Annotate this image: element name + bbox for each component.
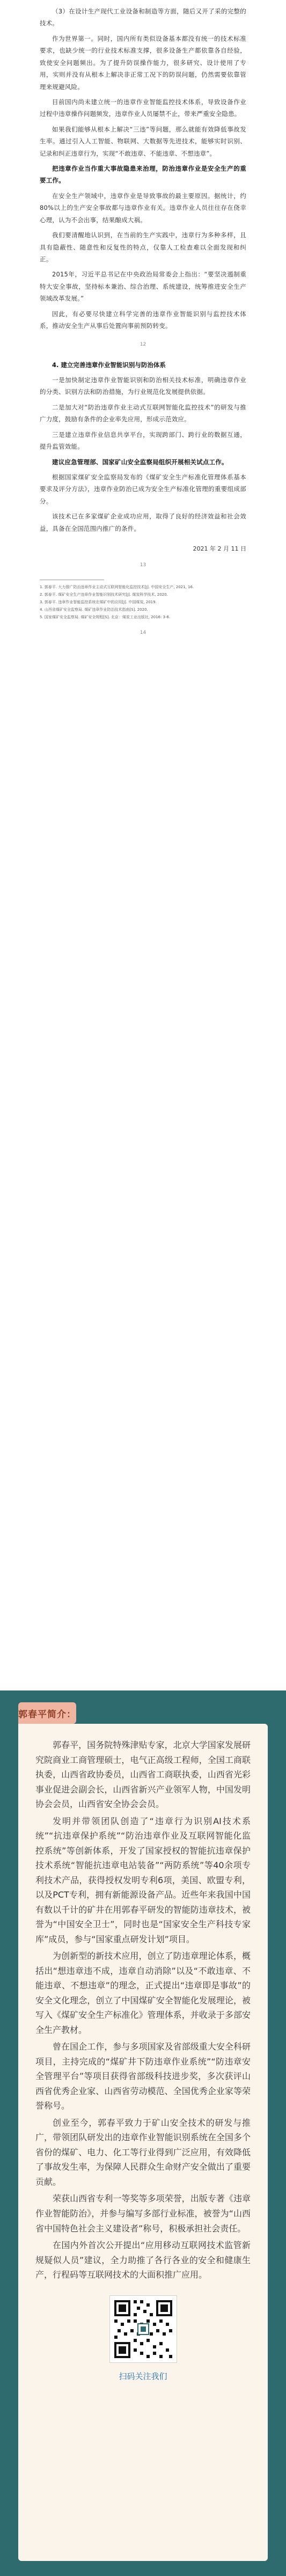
doc-paragraph: 2015年，习近平总书记在中央政治局常委会上指出：“要坚决遏制重特大安全事故，坚持标本兼治、综合治理、系统建设，统筹推进安全生产领域改革发展。” — [40, 270, 246, 303]
doc-heading: 4. 建立完善违章作业智能识别与防治体系 — [52, 361, 166, 369]
reference-item: 1. 郭春平. 大力推广防治违章作业主动式互联网智能化监控技术[J]. 中国安全生产, 2021, 16. — [40, 585, 194, 590]
bio-paragraph: 荣获山西省专利一等奖等多项荣誉，出版专著《违章作业智能防治》，并参与编写多部行业标准，被誉为“山西省中国特色社会主义建设者”称号，积极承担社会责任。 — [35, 2193, 251, 2234]
bio-paragraph: 在国内外首次公开提出“应用移动互联网技术监管新规疑似人员”建议，全力助推了各行各业的安全和健康生产，行程码等互联网技术的大面积推广应用。 — [35, 2240, 251, 2280]
profile-tab: 郭春平简介： — [18, 1702, 76, 1724]
page-number: 14 — [140, 630, 146, 636]
doc-bold-line: 把违章作业当作重大事故隐患来治理，防治违章作业是安全生产的重要工作。 — [40, 165, 246, 185]
reference-item: 2. 郭春平. 煤矿安全生产违章作业智能识别技术研究[J]. 煤炭科学技术, 2020. — [40, 592, 168, 597]
doc-bold-paragraph — [40, 163, 246, 187]
reference-item: 3. 郭春平. 违章作业智能监控系统在煤矿中的应用[J]. 中国煤炭, 2019. — [40, 599, 157, 604]
doc-paragraph: 该技术已在多家煤矿企业成功应用，取得了良好的经济效益和社会效益，具备在全国范围内推广的条件。 — [40, 513, 246, 532]
doc-paragraph: 在安全生产领域中，违章作业是导致事故的最主要原因。据统计，约80%以上的生产安全事故都与违章作业有关。违章作业人员往往存在侥幸心理，认为不会出事，结果酿成大祸。 — [40, 192, 246, 224]
reference-item: 4. 山西省煤矿安全监察局. 煤矿违章作业防治技术指南[S]. 2020. — [40, 607, 148, 612]
doc-paragraph: 一是加快制定违章作业智能识别和防治相关技术标准，明确违章作业的分类、识别方法和防治措施，为行业规范化发展提供依据。 — [40, 376, 246, 396]
qr-code-icon — [110, 2296, 177, 2362]
doc-paragraph: 目前国内尚未建立统一的违章作业智能监控技术体系，导致设备作业过程中违章操作问题频发，违章作业人员屡禁不止，带来严重安全隐患。 — [40, 98, 246, 118]
doc-date: 2021 年 2 月 11 日 — [193, 545, 246, 553]
doc-bold-paragraph — [40, 456, 246, 468]
profile-card — [18, 1724, 268, 2561]
bio-paragraph: 发明并带领团队创造了“违章行为识别AI技术系统”“抗违章保护系统”“防治违章作业及互联网智能化监控系统”等创新体系，开发了国家授权的智能抗违章保护技术系统“智能抗违章电站装备”“两防系统”等40余项专利技术产品，获得授权发明专利6项，美国、欧盟专利，以及PCT专利，拥有新能源设备产品。近些年来我国中国有数以千计的矿井在用郭春平研发的智能防违章技术，被誉为“中国安全卫士”，同时也是“国家安全生产科技专家库”成员，参与“国家重点研发计划”项目。 — [35, 1816, 251, 1944]
doc-paragraph: 三是建立违章作业信息共享平台，实现跨部门、跨行业的数据互通，提升监管效能。 — [40, 430, 246, 451]
page-number: 12 — [140, 341, 146, 347]
qr-code[interactable] — [109, 2295, 177, 2363]
doc-paragraph: （3）在设计生产现代工业设备和制造等方面，随后又开了采的完整的技术。 — [40, 8, 246, 27]
doc-paragraph: 二是加大对“防治违章作业主动式互联网智能化监控技术”的研发与推广力度，鼓励有条件的企业率先应用，形成示范效应。 — [40, 403, 246, 423]
qr-caption: 扫码关注我们 — [119, 2371, 167, 2381]
page-number: 13 — [140, 562, 146, 568]
doc-bold-line: 建议应急管理部、国家矿山安全监察局组织开展相关试点工作。 — [52, 458, 228, 466]
doc-paragraph: 因此，有必要尽快建立科学完善的违章作业智能识别与监控技术体系，推动安全生产从事后处置向事前预防转变。 — [40, 310, 246, 330]
bio-paragraph: 创业至今，郭春平致力于矿山安全技术的研发与推广，带领团队研发出的违章作业智能识别系统在全国多个省份的煤矿、电力、化工等行业得到广泛应用，有效降低了事故发生率，为保障人民群众生命财产安全做出了重要贡献。 — [35, 2117, 251, 2187]
doc-paragraph: 我们要清醒地认识到，在当前的生产实践中，违章行为多种多样，且具有隐蔽性、随意性和反复性的特点，仅靠人工检查难以全面发现和纠正。 — [40, 231, 246, 264]
doc-paragraph: 根据国家煤矿安全监察局发布的《煤矿安全生产标准化管理体系基本要求及评分方法》，违章作业防治已成为安全生产标准化管理的重要组成部分。 — [40, 473, 246, 505]
doc-paragraph: 如果我们能够从根本上解决“三违”等问题，那么就能有效降低事故发生率。通过引入人工智能、物联网、大数据等先进技术，能够实时识别、记录和纠正违章行为，实现“不敢违章、不能违章、不想违章”。 — [40, 125, 246, 157]
bio-paragraph: 为创新型的新技术应用，创立了防违章理论体系，概括出“想违章违不成，违章自动消除”以及“不敢违章、不能违章、不想违章”的理念，正式提出“违章即是事故”的安全文化理念，创立了中国煤矿安全智能化发展理论，被写入《煤矿安全生产标准化》管理体系，并收录于多部安全生产教材。 — [35, 1951, 251, 2035]
bio-paragraph: 曾在国企工作，参与多项国家及省部级重大安全科研项目，主持完成的“煤矿井下防违章作业系统”“防违章安全管理平台”等项目获得省部级科技进步奖，多次获评山西省优秀企业家、山西省劳动模范、全国优秀企业家等荣誉称号。 — [35, 2041, 251, 2111]
reference-item: 5. 国家煤矿安全监察局. 煤矿安全规程[S]. 北京：煤炭工业出版社, 2016: 3-6. — [40, 614, 171, 619]
doc-paragraph: 作为世界第一。同时，国内所有类似设备基本都没有统一的技术标准要求，也缺少统一的行业技术标准支撑，很多设备生产都依靠各自经验，致使安全问题频出。为了提升防误操作能力，很多研究、设计使用了专用，实则并没有从根本上解决非正常工况下的防误问题，仍然需要依靠管理来规避风险。 — [40, 34, 246, 91]
bio-paragraph: 郭春平，国务院特殊津贴专家，北京大学国家发展研究院商业工商管理硕士，电气正高级工程师，全国工商联执委，山西省政协委员，山西省工商联执委，山西省光彩事业促进会副会长，山西省新兴产业领军人物，中国发明协会会员，山西省安全协会会员。 — [35, 1740, 251, 1810]
